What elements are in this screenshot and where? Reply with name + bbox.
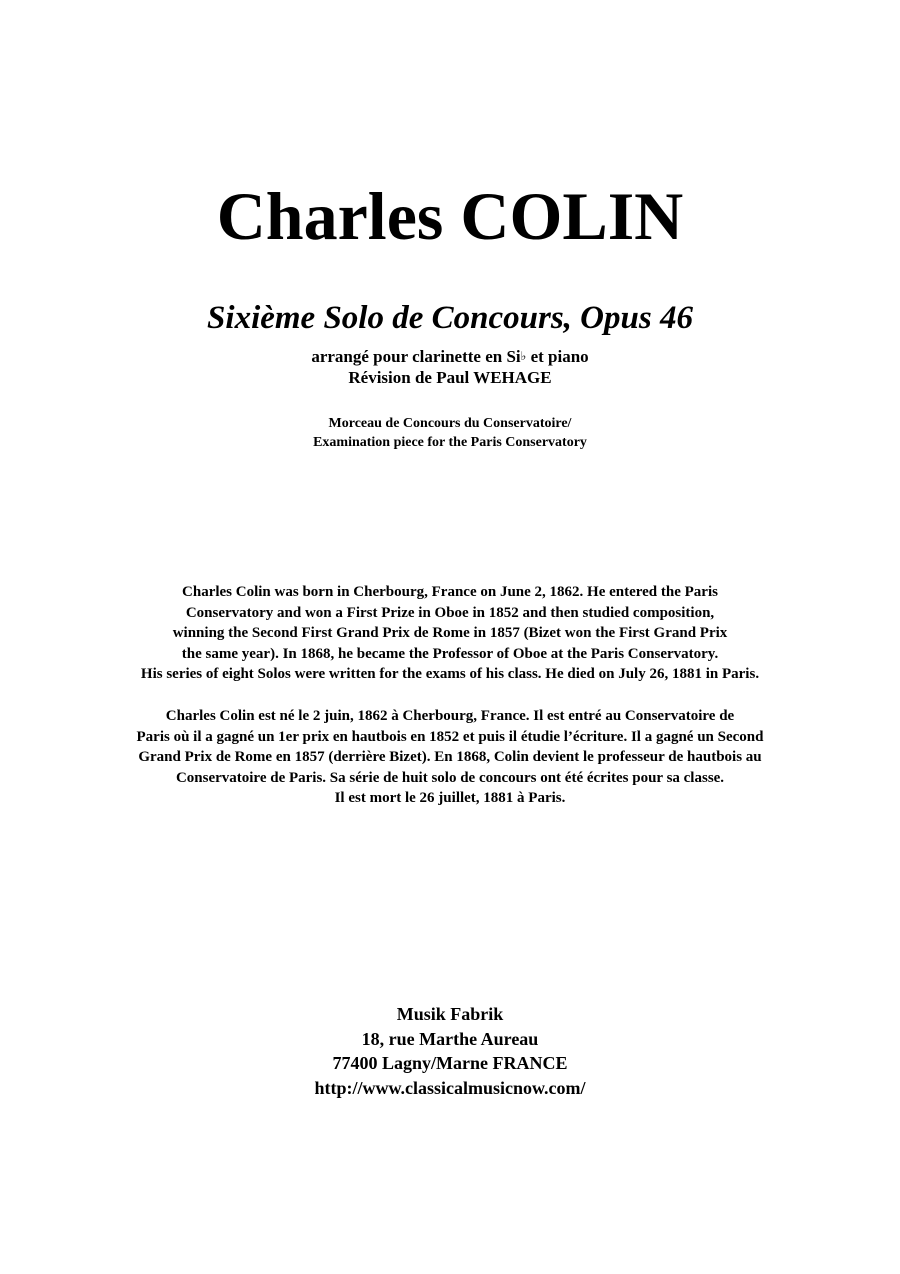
arrangement-prefix: arrangé pour clarinette en Si — [311, 347, 521, 366]
publisher-url: http://www.classicalmusicnow.com/ — [314, 1077, 586, 1098]
work-title: Sixième Solo de Concours, Opus 46 — [207, 300, 693, 336]
flat-symbol: ♭ — [520, 349, 527, 363]
exam-note-english: Examination piece for the Paris Conservatory — [313, 435, 587, 450]
publisher-street: 18, rue Marthe Aureau — [361, 1028, 539, 1049]
publisher-city: 77400 Lagny/Marne FRANCE — [332, 1053, 568, 1073]
bio-fr-line: Paris où il a gagné un 1er prix en hautbois en 1852 et puis il étudie l’écriture. Il a gagné un Second — [136, 728, 764, 745]
exam-note — [0, 414, 900, 452]
revision-line: Révision de Paul WEHAGE — [348, 368, 552, 387]
arrangement-suffix: et piano — [526, 347, 589, 366]
composer-name: Charles COLIN — [216, 178, 684, 254]
bio-fr-line: Il est mort le 26 juillet, 1881 à Paris. — [334, 790, 566, 806]
bio-en-line: Charles Colin was born in Cherbourg, France on June 2, 1862. He entered the Paris — [182, 584, 718, 600]
bio-fr-line: Grand Prix de Rome en 1857 (derrière Bizet). En 1868, Colin devient le professeur de hautbois au — [138, 749, 762, 765]
arrangement-block — [0, 346, 900, 388]
bio-fr-line: Conservatoire de Paris. Sa série de huit solo de concours ont été écrites pour sa classe. — [175, 769, 725, 786]
biography-french — [0, 706, 900, 809]
bio-en-line: His series of eight Solos were written for the exams of his class. He died on July 26, 1881 in Paris. — [140, 666, 760, 682]
bio-fr-line: Charles Colin est né le 2 juin, 1862 à Cherbourg, France. Il est entré au Conservatoire de — [165, 708, 735, 724]
biography-english — [0, 582, 900, 685]
publisher-block — [0, 1002, 900, 1100]
bio-en-line: the same year). In 1868, he became the Professor of Oboe at the Paris Conservatory. — [181, 645, 719, 662]
bio-en-line: winning the Second First Grand Prix de Rome in 1857 (Bizet won the First Grand Prix — [172, 625, 728, 641]
bio-en-line: Conservatory and won a First Prize in Oboe in 1852 and then studied composition, — [185, 604, 715, 621]
arrangement-line — [0, 346, 900, 367]
exam-note-french: Morceau de Concours du Conservatoire/ — [328, 416, 572, 431]
publisher-name: Musik Fabrik — [396, 1004, 504, 1024]
